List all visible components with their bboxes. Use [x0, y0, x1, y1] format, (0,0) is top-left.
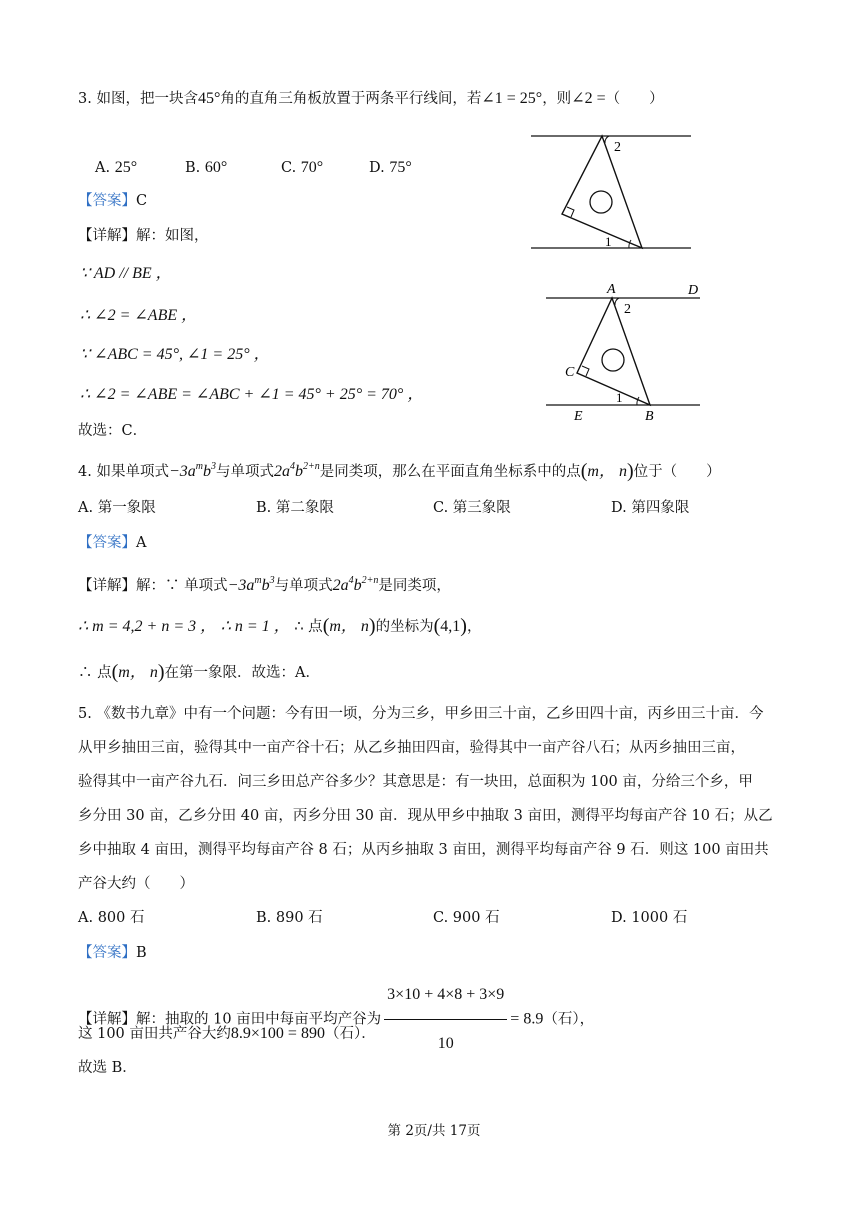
q5-average-value: = 8.9 — [510, 1010, 544, 1028]
q3-step-2: ∴ ∠2 = ∠ABE ， — [80, 307, 198, 324]
q4-option-b: B. 第二象限 — [256, 500, 334, 516]
q5-detail — [78, 972, 594, 1067]
q4-n-value: ∴ n = 1 ， — [220, 618, 290, 635]
right-angle-mark — [582, 366, 589, 376]
q4-detail-text: ∴ 点 — [294, 619, 323, 635]
detail-tag: 【详解】 — [78, 228, 136, 244]
q4-detail-text: 在第一象限．故选：A． — [164, 665, 320, 681]
q3-stem-text: 角的直角三角板放置于两条平行线间，若 — [220, 91, 482, 107]
set-square-triangle — [577, 298, 650, 405]
detail-tag: 【详解】 — [78, 1011, 136, 1028]
q3-option-b: B. 60° — [185, 159, 228, 176]
q4-stem-text: 是同类项，那么在平面直角坐标系中的点 — [319, 464, 581, 480]
q4-detail-text: ∴ 点 — [78, 665, 112, 681]
right-angle-mark — [567, 207, 574, 217]
q3-stem-text: ，则 — [542, 91, 572, 107]
point-e-label: E — [574, 409, 583, 424]
q5-stem-line-5: 乡中抽取 4 亩田，测得平均每亩产谷 8 石；从丙乡抽取 3 亩田，测得平均每亩产谷 9 石．则这 100 亩田共 — [78, 842, 769, 858]
q4-option-d: D. 第四象限 — [611, 500, 690, 516]
q5-detail-line-2 — [78, 1024, 376, 1044]
angle-2-label: 2 — [614, 140, 621, 155]
q5-total-equation: 8.9×100 = 890 — [230, 1025, 325, 1042]
answer-tag: 【答案】 — [78, 945, 136, 961]
q3-option-c: C. 70° — [281, 159, 324, 176]
q3-option-a: A. 25° — [95, 159, 138, 176]
q4-detail-monomial-2: $2a^4b^{2+n}$ — [332, 575, 379, 594]
angle-2-arc — [615, 298, 619, 305]
q4-detail — [78, 571, 451, 596]
q5-fraction-numerator: 3×10 + 4×8 + 3×9 — [384, 972, 507, 1020]
q3-stem — [78, 89, 664, 109]
angle-1-arc — [637, 397, 639, 405]
q5-conclusion: 故选 B． — [78, 1060, 137, 1076]
q5-stem-line-2: 从甲乡抽田三亩，验得其中一亩产谷十石；从乙乡抽田四亩，验得其中一亩产谷八石；从丙乡抽田三亩， — [78, 740, 745, 756]
q5-detail-text: 解：抽取的 10 亩田中每亩平均产谷为 — [136, 1011, 382, 1028]
q4-stem: 4. 如果单项式$-3a^mb^3$与单项式$2a^4b^{2+n}$是同类项，那么在平面直角坐标系中的点(m， n)位于（ ） — [78, 460, 721, 482]
q4-detail-line-2: ∴ m = 4,2 + n = 3 ， ∴ n = 1 ， ∴ 点(m， n)的坐标为(4,1)， — [78, 615, 482, 637]
q3-stem-text: 3. 如图，把一块含 — [78, 91, 198, 107]
angle-1-label: 1 — [605, 234, 612, 249]
q3-figure-2 — [540, 278, 708, 424]
page-footer: 第 2页/共 17页 — [387, 1123, 481, 1139]
detail-tag: 【详解】 — [78, 578, 136, 594]
q3-detail-intro: 解：如图， — [136, 228, 209, 244]
q4-stem-text: 4. 如果单项式 — [78, 464, 169, 480]
q4-point: m， n — [118, 664, 158, 681]
q5-option-a: A. 800 石 — [78, 910, 145, 926]
answer-tag: 【答案】 — [78, 193, 136, 209]
q3-conclusion: 故选：C． — [78, 423, 148, 439]
q3-option-d: D. 75° — [369, 159, 412, 176]
q4-equation: ∴ m = 4,2 + n = 3 ， — [78, 618, 217, 635]
q4-detail-text: 是同类项， — [378, 578, 451, 594]
q4-detail-text: 的坐标为 — [375, 619, 434, 635]
q4-answer-value: A — [136, 535, 147, 551]
set-square-hole — [602, 349, 624, 371]
q5-option-c: C. 900 石 — [433, 910, 500, 926]
q3-answer — [78, 191, 147, 211]
q3-step-3: ∵ ∠ABC = 45°, ∠1 = 25° ， — [80, 346, 270, 363]
q4-stem-text: 与单项式 — [215, 464, 274, 480]
q3-figure-1 — [525, 126, 700, 254]
angle-2-arc — [605, 136, 609, 143]
q3-detail — [78, 226, 209, 246]
q5-detail-text: 这 100 亩田共产谷大约 — [78, 1026, 231, 1042]
q3-step-1: ∵ AD // BE ， — [80, 265, 172, 282]
q4-monomial-1: $-3a^mb^3$ — [168, 461, 216, 480]
q5-answer — [78, 943, 147, 963]
q5-stem-line-4: 乡分田 30 亩，乙乡分田 40 亩，丙乡分田 30 亩．现从甲乡中抽取 3 亩田，测得平均每亩产谷 10 石；从乙 — [78, 808, 773, 824]
q4-point: m， n — [587, 463, 627, 480]
q5-fraction — [384, 972, 507, 1067]
q4-coordinate: 4,1 — [440, 618, 461, 635]
angle-1-arc — [629, 240, 631, 248]
q4-option-c: C. 第三象限 — [433, 500, 511, 516]
point-d-label: D — [688, 283, 699, 298]
q5-detail-text: （石）． — [324, 1026, 376, 1042]
q5-answer-value: B — [136, 945, 147, 961]
q3-step-4: ∴ ∠2 = ∠ABE = ∠ABC + ∠1 = 45° + 25° = 70° ， — [80, 386, 424, 403]
q3-stem-degree: 45° — [197, 90, 221, 107]
q3-stem-condition: ∠1 = 25° — [481, 90, 543, 107]
q3-answer-blank: （ ） — [605, 91, 664, 107]
q5-option-d: D. 1000 石 — [611, 910, 688, 926]
q4-detail-text: ， — [466, 619, 482, 635]
q5-detail-text: （石）， — [543, 1011, 595, 1028]
q3-answer-value: C — [136, 193, 148, 209]
q5-stem-line-1: 5. 《数书九章》中有一个问题：今有田一顷，分为三乡，甲乡田三十亩，乙乡田四十亩，丙乡田三十亩．今 — [78, 706, 764, 722]
q4-answer — [78, 533, 146, 553]
q5-option-b: B. 890 石 — [256, 910, 323, 926]
q4-detail-line-3: ∴ 点(m， n)在第一象限．故选：A． — [78, 661, 320, 683]
q4-stem-text: 位于（ ） — [633, 464, 721, 480]
q4-detail-monomial-1: $-3a^mb^3$ — [227, 575, 275, 594]
q5-fraction-denominator: 10 — [437, 1035, 454, 1052]
angle-2-label: 2 — [624, 302, 631, 317]
q4-option-a: A. 第一象限 — [78, 500, 156, 516]
set-square-hole — [590, 191, 612, 213]
point-a-label: A — [607, 282, 616, 297]
q5-stem-line-6: 产谷大约（ ） — [78, 876, 194, 892]
q4-monomial-2: $2a^4b^{2+n}$ — [273, 461, 320, 480]
angle-1-label: 1 — [616, 390, 623, 405]
q4-detail-text: 与单项式 — [274, 578, 333, 594]
point-c-label: C — [565, 365, 575, 380]
q4-point: m， n — [329, 618, 369, 635]
q4-detail-text: 解：∵ 单项式 — [136, 578, 228, 594]
point-b-label: B — [645, 409, 654, 424]
answer-tag: 【答案】 — [78, 535, 136, 551]
set-square-triangle — [562, 136, 642, 248]
q3-stem-ask: ∠2 = — [571, 90, 606, 107]
q5-stem-line-3: 验得其中一亩产谷九石．问三乡田总产谷多少？其意思是：有一块田，总面积为 100 亩，分给三个乡，甲 — [78, 774, 753, 790]
